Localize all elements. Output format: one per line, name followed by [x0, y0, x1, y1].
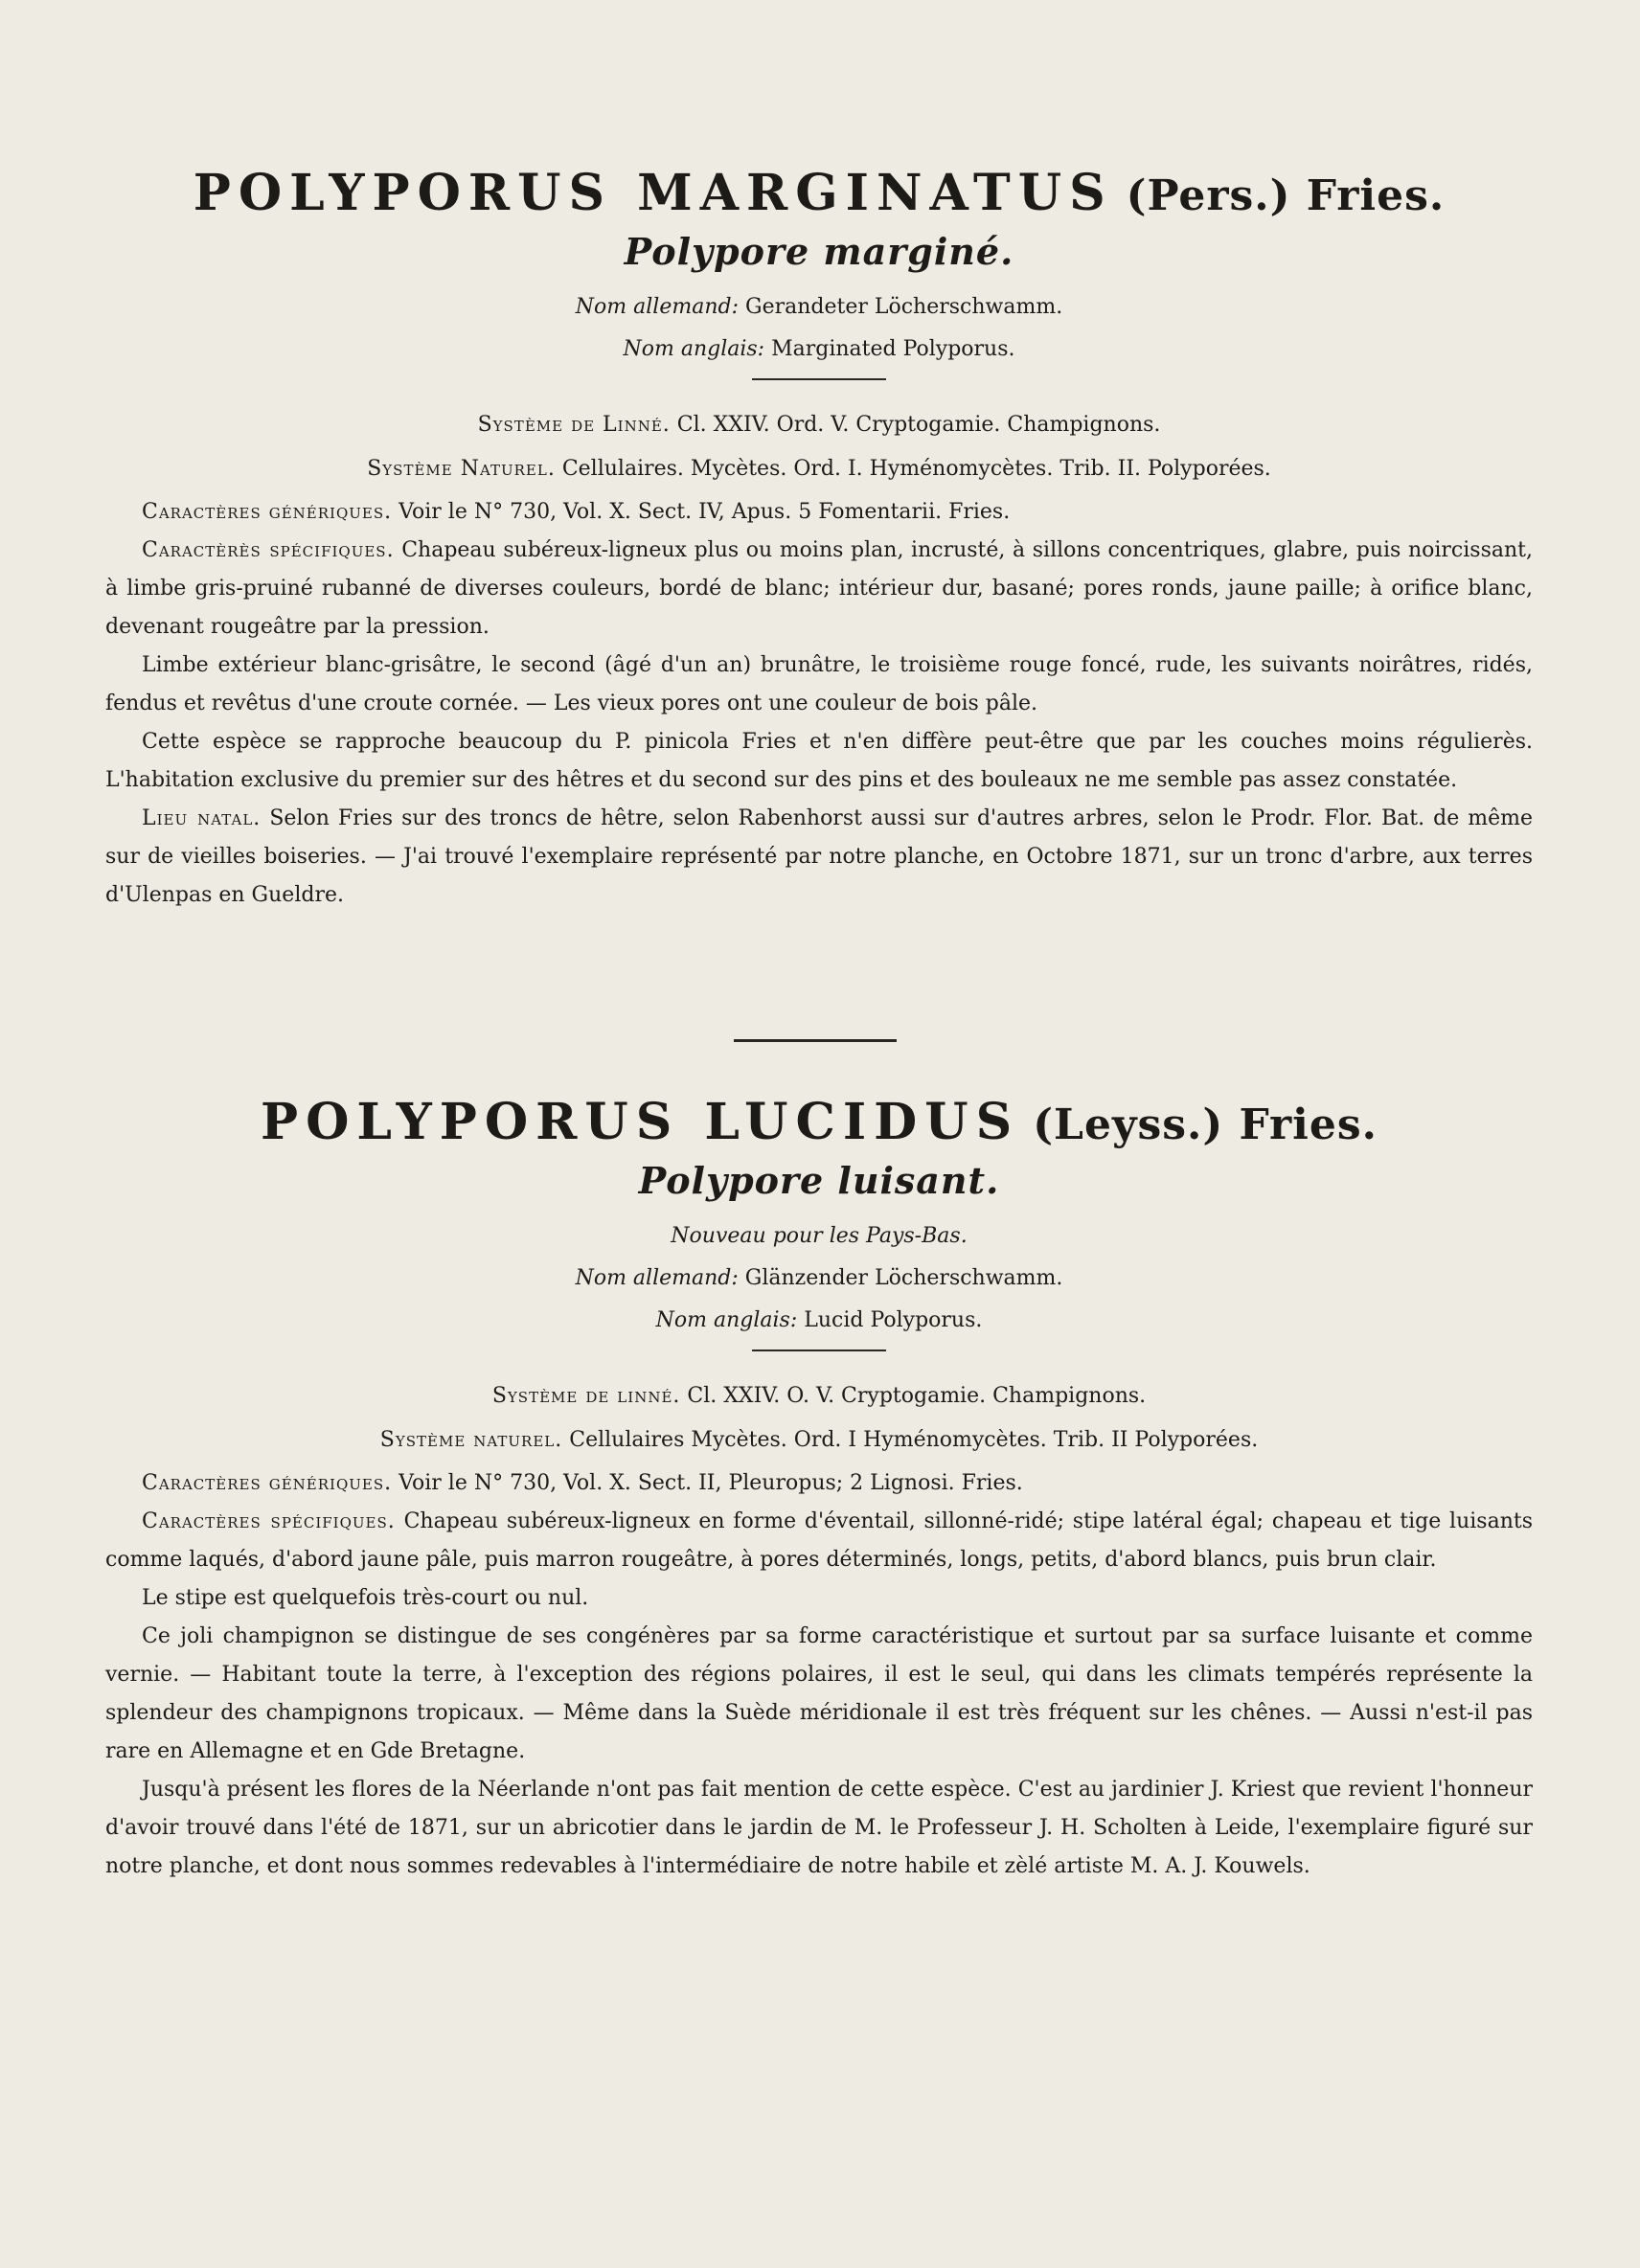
generic-characters: [105, 493, 1533, 532]
short-rule: [752, 1349, 886, 1351]
generic-text: Voir le N° 730, Vol. X. Sect. II, Pleuropus; 2 Lignosi. Fries.: [399, 1471, 1023, 1495]
species-title-text: POLYPORUS LUCIDUS: [261, 1093, 1020, 1151]
linne-system-line: [105, 1374, 1533, 1418]
specific-label: Caractères spécifiques.: [142, 1509, 396, 1533]
specific-text: Chapeau subéreux-ligneux en forme d'éventail, sillonné-ridé; stipe latéral égal; chapeau et tige luisants comme laqués, d'abord jaune pâle, puis marron rougeâtre, à pores déterminés, longs, petits, d'abord blancs, puis brun clair.: [105, 1509, 1534, 1572]
linne-text: Cl. XXIV. Ord. V. Cryptogamie. Champignons.: [676, 413, 1161, 437]
generic-label: Caractères génériques.: [142, 1471, 393, 1495]
german-name-label: Nom allemand:: [575, 295, 739, 319]
generic-characters: [105, 1464, 1533, 1503]
linne-text: Cl. XXIV. O. V. Cryptogamie. Champignons.: [687, 1384, 1147, 1408]
common-names: [105, 286, 1533, 371]
section-divider: [734, 1039, 897, 1042]
german-name: Gerandeter Löcherschwamm.: [745, 295, 1063, 319]
species-section-lucidus: [105, 1092, 1533, 1886]
german-name: Glänzender Löcherschwamm.: [744, 1266, 1063, 1290]
linne-label: Système de linné.: [491, 1384, 681, 1408]
specific-characters: [105, 1503, 1533, 1579]
linne-label: Système de Linné.: [477, 413, 671, 437]
habitat-paragraph: [105, 800, 1533, 915]
specific-text: Chapeau subéreux-ligneux plus ou moins plan, incrusté, à sillons concentriques, glabre, puis noircissant, à limbe gris-pruiné rubanné de diverses couleurs, bordé de blanc; intérieur dur, basané; pores ronds, jaune paille; à orifice blanc, devenant rougeâtre par la pression.: [105, 538, 1533, 639]
species-section-marginatus: [105, 163, 1533, 915]
short-rule: [752, 378, 886, 380]
natural-text: Cellulaires Mycètes. Ord. I Hyménomycètes. Trib. II Polyporées.: [569, 1428, 1259, 1452]
species-author: (Pers.) Fries.: [1126, 171, 1446, 220]
species-title-text: POLYPORUS MARGINATUS: [193, 164, 1113, 222]
specific-label: Caractèrès spécifiques.: [142, 538, 395, 562]
german-name-label: Nom allemand:: [575, 1266, 739, 1290]
description-paragraph: Le stipe est quelquefois très-court ou nul.: [142, 1586, 589, 1610]
english-name-label: Nom anglais:: [655, 1308, 798, 1332]
common-names: [105, 1215, 1533, 1342]
specific-characters: [105, 532, 1533, 646]
english-name: Marginated Polyporus.: [771, 337, 1015, 361]
english-name: Lucid Polyporus.: [804, 1308, 983, 1332]
natural-label: Système Naturel.: [367, 457, 556, 481]
french-name: Polypore luisant.: [638, 1159, 1000, 1202]
species-author: (Leyss.) Fries.: [1033, 1100, 1378, 1149]
english-name-label: Nom anglais:: [623, 337, 765, 361]
description-paragraph: Cette espèce se rapproche beaucoup du P. pinicola Fries et n'en diffère peut-être que par les couches moins régulierès. L'habitation exclusive du premier sur des hêtres et du second sur des pins et des bouleaux ne me semble pas assez constatée.: [105, 730, 1533, 792]
natural-text: Cellulaires. Mycètes. Ord. I. Hyménomycètes. Trib. II. Polyporées.: [561, 457, 1271, 481]
habitat-text: Selon Fries sur des troncs de hêtre, selon Rabenhorst aussi sur d'autres arbres, selon le Prodr. Flor. Bat. de même sur de vieilles boiseries. — J'ai trouvé l'exemplaire représenté par notre planche, en Octobre 1871, sur un tronc d'arbre, aux terres d'Ulenpas en Gueldre.: [105, 806, 1534, 907]
french-name: Polypore marginé.: [624, 230, 1014, 273]
natural-system-line: [105, 447, 1533, 491]
generic-label: Caractères génériques.: [142, 500, 393, 524]
linne-system-line: [105, 403, 1533, 447]
species-title: [105, 1092, 1533, 1156]
habitat-label: Lieu natal.: [142, 806, 262, 830]
description-paragraph: Ce joli champignon se distingue de ses congénères par sa forme caractéristique et surtout par sa surface luisante et comme vernie. — Habitant toute la terre, à l'exception des régions polaires, il est le seul, qui dans les climats tempérés représente la splendeur des champignons tropicaux. — Même dans la Suède méridionale il est très fréquent sur les chênes. — Aussi n'est-il pas rare en Allemagne et en Gde Bretagne.: [105, 1624, 1533, 1763]
german-name-line: [105, 286, 1533, 329]
description-paragraph: Jusqu'à présent les flores de la Néerlande n'ont pas fait mention de cette espèce. C'est au jardinier J. Kriest que revient l'honneur d'avoir trouvé dans l'été de 1871, sur un abricotier dans le jardin de M. le Professeur J. H. Scholten à Leide, l'exemplaire figuré sur notre planche, et dont nous sommes redevables à l'intermédiaire de notre habile et zèlé artiste M. A. J. Kouwels.: [105, 1778, 1533, 1878]
english-name-line: [105, 1300, 1533, 1342]
novelty-note: Nouveau pour les Pays-Bas.: [671, 1224, 968, 1248]
natural-system-line: [105, 1418, 1533, 1463]
natural-label: Système naturel.: [379, 1428, 563, 1452]
species-title: [105, 163, 1533, 227]
generic-text: Voir le N° 730, Vol. X. Sect. IV, Apus. 5 Fomentarii. Fries.: [399, 500, 1011, 524]
description-paragraph: Limbe extérieur blanc-grisâtre, le second (âgé d'un an) brunâtre, le troisième rouge foncé, rude, les suivants noirâtres, ridés, fendus et revêtus d'une croute cornée. — Les vieux pores ont une couleur de bois pâle.: [105, 653, 1533, 715]
german-name-line: [105, 1258, 1533, 1300]
english-name-line: [105, 329, 1533, 371]
